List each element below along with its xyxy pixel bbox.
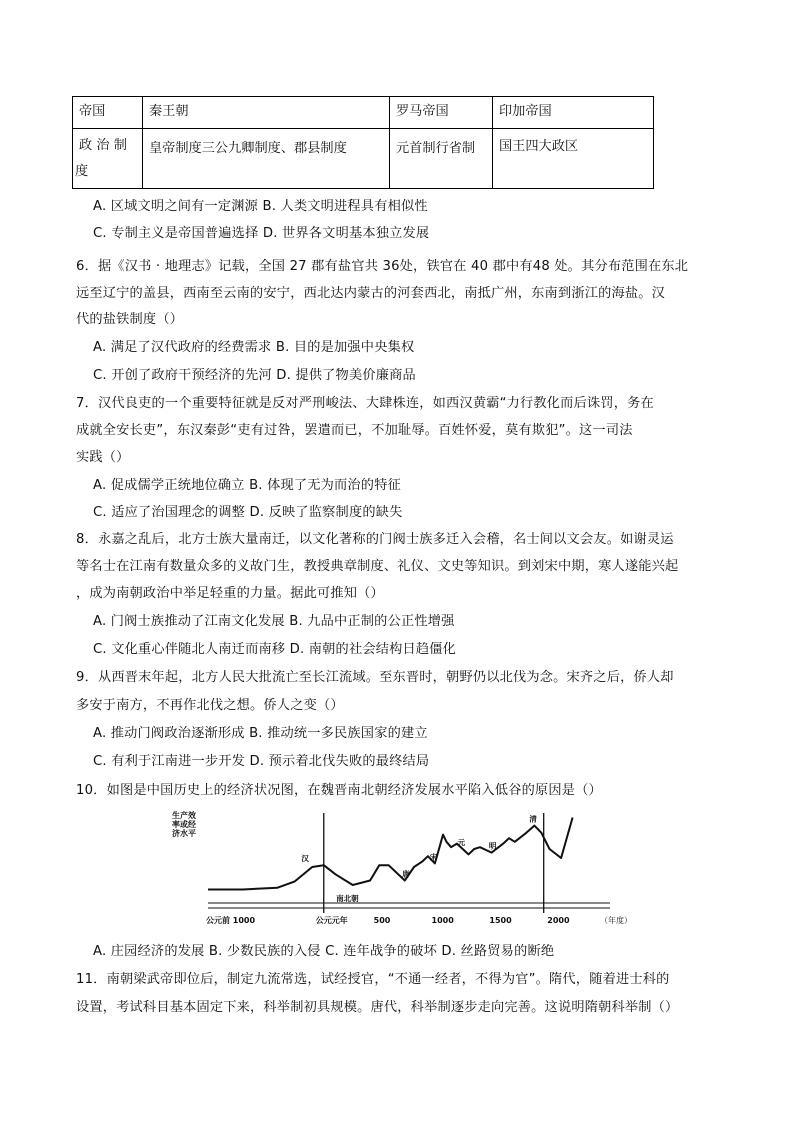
- x-tick-label: 2000: [547, 916, 570, 925]
- option: C. 适应了治国理念的调整: [93, 505, 246, 520]
- row-label-line: 政 治 制: [79, 138, 127, 153]
- table-header-cell: 印加帝国: [493, 97, 654, 129]
- x-tick-label: 公元元年: [315, 916, 348, 925]
- x-tick-label: 500: [373, 916, 391, 925]
- question-line: 实践（）: [76, 450, 130, 465]
- option-line: [93, 474, 401, 493]
- option: A. 满足了汉代政府的经费需求: [93, 340, 272, 355]
- x-tick-label: 1500: [489, 916, 512, 925]
- option-line: [93, 750, 429, 769]
- option: D. 预示着北伐失败的最终结局: [249, 754, 430, 769]
- table-cell: 元首制行省制: [390, 129, 493, 189]
- option: D. 世界各文明基本独立发展: [262, 226, 430, 241]
- y-axis-label: 济水平: [172, 829, 196, 838]
- table-cell: 国王四大政区: [493, 129, 654, 189]
- x-tick-label: 公元前 1000: [206, 916, 256, 925]
- question-line: 8．永嘉之乱后，北方士族大量南迁，以文化著称的门阀士族多迁入会稽，名士间以文会友。如谢灵运: [76, 532, 674, 547]
- period-annotation: 汉: [301, 854, 309, 863]
- option: A. 促成儒学正统地位确立: [93, 478, 245, 493]
- question-line: 多安于南方，不再作北伐之想。侨人之变（）: [76, 698, 344, 713]
- option: A. 推动门阀政治逐渐形成: [93, 726, 245, 741]
- period-annotation: 唐: [402, 869, 410, 879]
- option: B. 九品中正制的公正性增强: [289, 614, 455, 629]
- y-axis-label: 率或经: [172, 820, 196, 829]
- table-header-row: [73, 97, 654, 129]
- option: B. 人类文明进程具有相似性: [262, 199, 428, 214]
- question-line: 远至辽宁的盖县，西南至云南的安宁，西北达内蒙古的河套西北，南抵广州，东南到浙江的海盐。汉: [76, 286, 666, 301]
- option-line: [93, 638, 456, 657]
- economy-line-series: [208, 818, 573, 890]
- period-annotation: 元: [457, 838, 466, 847]
- economy-chart: [170, 808, 640, 928]
- option-line: [93, 610, 455, 629]
- option: D. 南朝的社会结构日趋僵化: [289, 642, 457, 657]
- option-line: [93, 336, 414, 355]
- comparison-table: [72, 96, 654, 189]
- option: D. 丝路贸易的断绝: [441, 944, 555, 959]
- question-line: 7．汉代良吏的一个重要特征就是反对严刑峻法、大肆株连，如西汉黄霸“力行教化而后诛罚，务在: [76, 396, 654, 411]
- option: C. 有利于江南进一步开发: [93, 754, 246, 769]
- option: A. 区域文明之间有一定渊源: [93, 199, 259, 214]
- option-line: [93, 501, 403, 520]
- question-line: 10．如图是中国历史上的经济状况图，在魏晋南北朝经济发展水平陷入低谷的原因是（）: [76, 783, 602, 798]
- option-line: [93, 940, 554, 959]
- table-header-cell: 罗马帝国: [390, 97, 493, 129]
- option: B. 体现了无为而治的特征: [249, 478, 401, 493]
- question-line: 设置，考试科目基本固定下来，科举制初具规模。唐代，科举制逐步走向完善。这说明隋朝科举制（）: [76, 1000, 679, 1015]
- x-unit-label: （年度）: [600, 916, 632, 925]
- question-line: 代的盐铁制度（）: [76, 312, 184, 327]
- option: B. 目的是加强中央集权: [275, 340, 415, 355]
- option-line: [93, 364, 416, 383]
- period-annotation: 南北朝: [336, 894, 359, 903]
- period-annotation: 清: [529, 814, 537, 824]
- x-tick-label: 1000: [431, 916, 454, 925]
- table-header-cell: 秦王朝: [143, 97, 390, 129]
- option-line: [93, 222, 429, 241]
- option: D. 反映了监察制度的缺失: [249, 505, 403, 520]
- question-line: 成就全安长吏”，东汉秦彭“吏有过咎，罢遣而已，不加耻辱。百姓怀爱，莫有欺犯”。这一司法: [76, 423, 633, 438]
- y-axis-label: 生产效: [172, 811, 196, 820]
- option-line: [93, 195, 428, 214]
- question-line: 6．据《汉书 · 地理志》记载，全国 27 郡有盐官共 36处，铁官在 40 郡中有48 处。其分布范围在东北: [76, 259, 689, 274]
- option: C. 连年战争的破坏: [325, 944, 437, 959]
- table-cell: 皇帝制度三公九卿制度、郡县制度: [143, 129, 390, 189]
- question-line: 等名士在江南有数量众多的义故门生，教授典章制度、礼仪、文史等知识。到刘宋中期，寒人遂能兴起: [76, 559, 679, 574]
- option: D. 提供了物美价廉商品: [276, 368, 416, 383]
- period-annotation: 宋: [429, 852, 438, 862]
- row-label-line: 度: [75, 164, 89, 179]
- table-header-cell: 帝国: [73, 97, 143, 129]
- option: A. 庄园经济的发展: [93, 944, 205, 959]
- option: A. 门阀士族推动了江南文化发展: [93, 614, 285, 629]
- table-row: [73, 129, 654, 189]
- table-row-label: [73, 129, 143, 189]
- period-annotation: 明: [488, 841, 497, 851]
- option: C. 开创了政府干预经济的先河: [93, 368, 272, 383]
- question-line: ，成为南朝政治中举足轻重的力量。据此可推知（）: [76, 586, 384, 601]
- question-line: 9．从西晋末年起，北方人民大批流亡至长江流域。至东晋时，朝野仍以北伐为念。宋齐之后，侨人却: [76, 670, 674, 685]
- option: B. 推动统一多民族国家的建立: [249, 726, 428, 741]
- option-line: [93, 722, 428, 741]
- option: B. 少数民族的入侵: [208, 944, 321, 959]
- question-line: 11．南朝梁武帝即位后，制定九流常选，试经授官，“不通一经者，不得为官”。隋代，随着进士科的: [76, 972, 670, 987]
- option: C. 文化重心伴随北人南迁而南移: [93, 642, 286, 657]
- option: C. 专制主义是帝国普遍选择: [93, 226, 259, 241]
